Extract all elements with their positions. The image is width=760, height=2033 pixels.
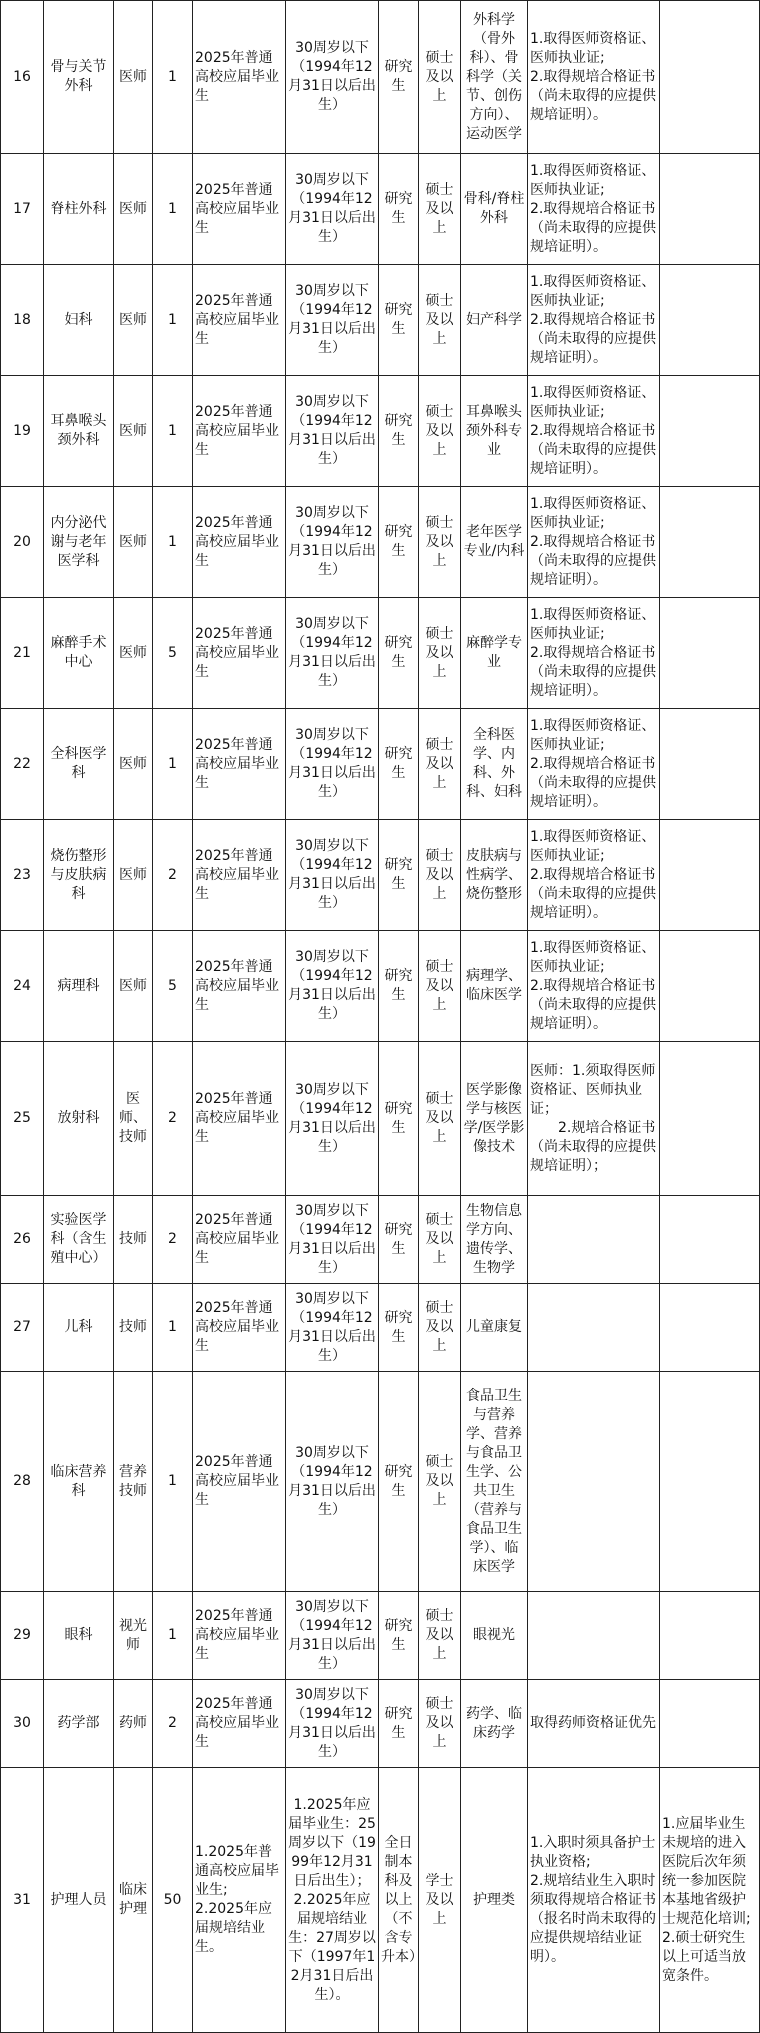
cell-age: 30周岁以下（1994年12月31日以后出生） bbox=[286, 1680, 379, 1768]
cell-degree: 硕士及以上 bbox=[419, 709, 461, 820]
cell-degree: 硕士及以上 bbox=[419, 598, 461, 709]
cell-remarks bbox=[660, 1372, 760, 1592]
cell-remarks bbox=[660, 709, 760, 820]
cell-source: 2025年普通高校应届毕业生 bbox=[193, 1042, 286, 1196]
cell-degree: 硕士及以上 bbox=[419, 820, 461, 931]
cell-degree: 硕士及以上 bbox=[419, 154, 461, 265]
cell-requirements: 1.取得医师资格证、医师执业证; 2.取得规培合格证书（尚未取得的应提供规培证明）。 bbox=[528, 1, 660, 154]
table-row bbox=[1, 598, 760, 709]
cell-headcount: 5 bbox=[153, 598, 193, 709]
cell-requirements bbox=[528, 1284, 660, 1372]
cell-remarks bbox=[660, 376, 760, 487]
cell-source: 2025年普通高校应届毕业生 bbox=[193, 1680, 286, 1768]
cell-education: 研究生 bbox=[379, 1680, 419, 1768]
cell-degree: 硕士及以上 bbox=[419, 1372, 461, 1592]
cell-education: 研究生 bbox=[379, 376, 419, 487]
cell-education: 研究生 bbox=[379, 598, 419, 709]
cell-education: 研究生 bbox=[379, 1196, 419, 1284]
cell-education: 研究生 bbox=[379, 709, 419, 820]
cell-headcount: 1 bbox=[153, 1, 193, 154]
cell-number: 27 bbox=[1, 1284, 44, 1372]
cell-education: 研究生 bbox=[379, 1592, 419, 1680]
cell-requirements: 医师：1.须取得医师资格证、医师执业证； 2.规培合格证书（尚未取得的应提供规培证明）； bbox=[528, 1042, 660, 1196]
cell-age: 30周岁以下（1994年12月31日以后出生） bbox=[286, 154, 379, 265]
cell-source: 1.2025年普通高校应届毕业生; 2.2025年应届规培结业生。 bbox=[193, 1768, 286, 2033]
cell-age: 30周岁以下（1994年12月31日以后出生） bbox=[286, 1592, 379, 1680]
cell-education: 全日制本科及以上（不含专升本） bbox=[379, 1768, 419, 2033]
cell-education: 研究生 bbox=[379, 1372, 419, 1592]
cell-number: 28 bbox=[1, 1372, 44, 1592]
cell-number: 24 bbox=[1, 931, 44, 1042]
cell-remarks: 1.应届毕业生未规培的进入医院后次年须统一参加医院本基地省级护士规范化培训; 2.硕士研究生以上可适当放宽条件。 bbox=[660, 1768, 760, 2033]
table-row bbox=[1, 931, 760, 1042]
cell-position: 医师 bbox=[114, 709, 153, 820]
cell-age: 30周岁以下（1994年12月31日以后出生） bbox=[286, 1, 379, 154]
cell-major: 病理学、临床医学 bbox=[461, 931, 528, 1042]
table-row bbox=[1, 1592, 760, 1680]
cell-position: 医师 bbox=[114, 154, 153, 265]
cell-number: 23 bbox=[1, 820, 44, 931]
cell-education: 研究生 bbox=[379, 931, 419, 1042]
cell-remarks bbox=[660, 1592, 760, 1680]
cell-requirements: 1.入职时须具备护士执业资格; 2.规培结业生入职时须取得规培合格证书（报名时尚未取得的应提供规培结业证明）。 bbox=[528, 1768, 660, 2033]
cell-number: 17 bbox=[1, 154, 44, 265]
table-row bbox=[1, 1768, 760, 2033]
cell-requirements: 取得药师资格证优先 bbox=[528, 1680, 660, 1768]
cell-department: 烧伤整形与皮肤病科 bbox=[44, 820, 114, 931]
cell-department: 实验医学科（含生殖中心） bbox=[44, 1196, 114, 1284]
cell-major: 耳鼻喉头颈外科专业 bbox=[461, 376, 528, 487]
cell-position: 医师 bbox=[114, 376, 153, 487]
table-row bbox=[1, 1284, 760, 1372]
cell-headcount: 50 bbox=[153, 1768, 193, 2033]
cell-major: 药学、临床药学 bbox=[461, 1680, 528, 1768]
cell-requirements: 1.取得医师资格证、医师执业证; 2.取得规培合格证书（尚未取得的应提供规培证明）。 bbox=[528, 931, 660, 1042]
table-row bbox=[1, 1372, 760, 1592]
cell-degree: 硕士及以上 bbox=[419, 265, 461, 376]
cell-remarks bbox=[660, 1680, 760, 1768]
table-row bbox=[1, 1042, 760, 1196]
cell-position: 营养技师 bbox=[114, 1372, 153, 1592]
table-row bbox=[1, 709, 760, 820]
cell-position: 医师、技师 bbox=[114, 1042, 153, 1196]
cell-requirements bbox=[528, 1372, 660, 1592]
cell-remarks bbox=[660, 931, 760, 1042]
cell-major: 骨科/脊柱外科 bbox=[461, 154, 528, 265]
cell-age: 30周岁以下（1994年12月31日以后出生） bbox=[286, 820, 379, 931]
cell-major: 儿童康复 bbox=[461, 1284, 528, 1372]
cell-source: 2025年普通高校应届毕业生 bbox=[193, 1196, 286, 1284]
cell-position: 医师 bbox=[114, 931, 153, 1042]
cell-position: 医师 bbox=[114, 265, 153, 376]
cell-requirements: 1.取得医师资格证、医师执业证; 2.取得规培合格证书（尚未取得的应提供规培证明）。 bbox=[528, 709, 660, 820]
cell-requirements: 1.取得医师资格证、医师执业证; 2.取得规培合格证书（尚未取得的应提供规培证明）。 bbox=[528, 376, 660, 487]
cell-department: 骨与关节外科 bbox=[44, 1, 114, 154]
cell-degree: 学士及以上 bbox=[419, 1768, 461, 2033]
cell-department: 临床营养科 bbox=[44, 1372, 114, 1592]
cell-source: 2025年普通高校应届毕业生 bbox=[193, 820, 286, 931]
cell-age: 30周岁以下（1994年12月31日以后出生） bbox=[286, 1042, 379, 1196]
cell-major: 生物信息学方向、遗传学、生物学 bbox=[461, 1196, 528, 1284]
cell-requirements: 1.取得医师资格证、医师执业证; 2.取得规培合格证书（尚未取得的应提供规培证明）。 bbox=[528, 265, 660, 376]
cell-age: 30周岁以下（1994年12月31日以后出生） bbox=[286, 1372, 379, 1592]
cell-education: 研究生 bbox=[379, 1284, 419, 1372]
cell-degree: 硕士及以上 bbox=[419, 1680, 461, 1768]
table-row bbox=[1, 376, 760, 487]
cell-degree: 硕士及以上 bbox=[419, 931, 461, 1042]
cell-headcount: 5 bbox=[153, 931, 193, 1042]
cell-degree: 硕士及以上 bbox=[419, 1196, 461, 1284]
cell-department: 护理人员 bbox=[44, 1768, 114, 2033]
cell-headcount: 1 bbox=[153, 1372, 193, 1592]
cell-position: 技师 bbox=[114, 1284, 153, 1372]
cell-remarks bbox=[660, 487, 760, 598]
cell-headcount: 1 bbox=[153, 1284, 193, 1372]
cell-remarks bbox=[660, 598, 760, 709]
cell-position: 医师 bbox=[114, 820, 153, 931]
cell-source: 2025年普通高校应届毕业生 bbox=[193, 709, 286, 820]
cell-remarks bbox=[660, 1284, 760, 1372]
cell-source: 2025年普通高校应届毕业生 bbox=[193, 376, 286, 487]
cell-education: 研究生 bbox=[379, 265, 419, 376]
cell-degree: 硕士及以上 bbox=[419, 376, 461, 487]
cell-source: 2025年普通高校应届毕业生 bbox=[193, 1372, 286, 1592]
cell-requirements: 1.取得医师资格证、医师执业证; 2.取得规培合格证书（尚未取得的应提供规培证明）。 bbox=[528, 820, 660, 931]
cell-degree: 硕士及以上 bbox=[419, 487, 461, 598]
cell-remarks bbox=[660, 1042, 760, 1196]
cell-major: 眼视光 bbox=[461, 1592, 528, 1680]
cell-number: 31 bbox=[1, 1768, 44, 2033]
cell-department: 全科医学科 bbox=[44, 709, 114, 820]
cell-requirements: 1.取得医师资格证、医师执业证; 2.取得规培合格证书（尚未取得的应提供规培证明）。 bbox=[528, 598, 660, 709]
cell-source: 2025年普通高校应届毕业生 bbox=[193, 487, 286, 598]
table-row bbox=[1, 1196, 760, 1284]
cell-position: 医师 bbox=[114, 487, 153, 598]
cell-number: 22 bbox=[1, 709, 44, 820]
cell-age: 30周岁以下（1994年12月31日以后出生） bbox=[286, 487, 379, 598]
cell-remarks bbox=[660, 265, 760, 376]
cell-education: 研究生 bbox=[379, 1, 419, 154]
cell-number: 20 bbox=[1, 487, 44, 598]
table-row bbox=[1, 487, 760, 598]
table-row bbox=[1, 820, 760, 931]
cell-requirements: 1.取得医师资格证、医师执业证; 2.取得规培合格证书（尚未取得的应提供规培证明）。 bbox=[528, 487, 660, 598]
cell-degree: 硕士及以上 bbox=[419, 1, 461, 154]
cell-number: 19 bbox=[1, 376, 44, 487]
cell-major: 外科学（骨外科）、骨科学（关节、创伤方向）、运动医学 bbox=[461, 1, 528, 154]
cell-major: 妇产科学 bbox=[461, 265, 528, 376]
cell-number: 25 bbox=[1, 1042, 44, 1196]
cell-major: 医学影像学与核医学/医学影像技术 bbox=[461, 1042, 528, 1196]
cell-headcount: 2 bbox=[153, 820, 193, 931]
cell-number: 18 bbox=[1, 265, 44, 376]
cell-major: 护理类 bbox=[461, 1768, 528, 2033]
cell-department: 脊柱外科 bbox=[44, 154, 114, 265]
cell-degree: 硕士及以上 bbox=[419, 1284, 461, 1372]
cell-number: 26 bbox=[1, 1196, 44, 1284]
cell-requirements: 1.取得医师资格证、医师执业证; 2.取得规培合格证书（尚未取得的应提供规培证明）。 bbox=[528, 154, 660, 265]
table-row bbox=[1, 1680, 760, 1768]
cell-age: 30周岁以下（1994年12月31日以后出生） bbox=[286, 1196, 379, 1284]
cell-remarks bbox=[660, 820, 760, 931]
cell-education: 研究生 bbox=[379, 820, 419, 931]
cell-headcount: 1 bbox=[153, 376, 193, 487]
cell-number: 30 bbox=[1, 1680, 44, 1768]
cell-number: 29 bbox=[1, 1592, 44, 1680]
cell-department: 妇科 bbox=[44, 265, 114, 376]
cell-age: 30周岁以下（1994年12月31日以后出生） bbox=[286, 376, 379, 487]
cell-source: 2025年普通高校应届毕业生 bbox=[193, 1592, 286, 1680]
cell-headcount: 1 bbox=[153, 487, 193, 598]
cell-number: 16 bbox=[1, 1, 44, 154]
cell-source: 2025年普通高校应届毕业生 bbox=[193, 1, 286, 154]
cell-headcount: 1 bbox=[153, 265, 193, 376]
cell-remarks bbox=[660, 1196, 760, 1284]
cell-headcount: 2 bbox=[153, 1042, 193, 1196]
cell-headcount: 1 bbox=[153, 1592, 193, 1680]
cell-department: 儿科 bbox=[44, 1284, 114, 1372]
cell-department: 内分泌代谢与老年医学科 bbox=[44, 487, 114, 598]
cell-age: 30周岁以下（1994年12月31日以后出生） bbox=[286, 265, 379, 376]
cell-age: 30周岁以下（1994年12月31日以后出生） bbox=[286, 709, 379, 820]
cell-department: 病理科 bbox=[44, 931, 114, 1042]
table-row bbox=[1, 1, 760, 154]
cell-source: 2025年普通高校应届毕业生 bbox=[193, 154, 286, 265]
cell-source: 2025年普通高校应届毕业生 bbox=[193, 265, 286, 376]
cell-department: 麻醉手术中心 bbox=[44, 598, 114, 709]
cell-headcount: 2 bbox=[153, 1196, 193, 1284]
cell-major: 皮肤病与性病学、烧伤整形 bbox=[461, 820, 528, 931]
cell-headcount: 1 bbox=[153, 709, 193, 820]
cell-headcount: 1 bbox=[153, 154, 193, 265]
cell-age: 30周岁以下（1994年12月31日以后出生） bbox=[286, 598, 379, 709]
cell-department: 眼科 bbox=[44, 1592, 114, 1680]
cell-requirements bbox=[528, 1592, 660, 1680]
cell-age: 1.2025年应届毕业生：25周岁以下（1999年12月31日后出生）； 2.2025年应届规培结业生：27周岁以下（1997年12月31日后出生）。 bbox=[286, 1768, 379, 2033]
cell-position: 技师 bbox=[114, 1196, 153, 1284]
cell-major: 全科医学、内科、外科、妇科 bbox=[461, 709, 528, 820]
cell-department: 放射科 bbox=[44, 1042, 114, 1196]
cell-source: 2025年普通高校应届毕业生 bbox=[193, 931, 286, 1042]
cell-position: 医师 bbox=[114, 598, 153, 709]
cell-source: 2025年普通高校应届毕业生 bbox=[193, 1284, 286, 1372]
cell-headcount: 2 bbox=[153, 1680, 193, 1768]
cell-position: 药师 bbox=[114, 1680, 153, 1768]
table-row bbox=[1, 154, 760, 265]
table-row bbox=[1, 265, 760, 376]
cell-department: 耳鼻喉头颈外科 bbox=[44, 376, 114, 487]
cell-degree: 硕士及以上 bbox=[419, 1042, 461, 1196]
cell-education: 研究生 bbox=[379, 1042, 419, 1196]
cell-age: 30周岁以下（1994年12月31日以后出生） bbox=[286, 1284, 379, 1372]
cell-position: 临床护理 bbox=[114, 1768, 153, 2033]
cell-remarks bbox=[660, 1, 760, 154]
cell-department: 药学部 bbox=[44, 1680, 114, 1768]
cell-number: 21 bbox=[1, 598, 44, 709]
cell-requirements bbox=[528, 1196, 660, 1284]
cell-education: 研究生 bbox=[379, 487, 419, 598]
cell-position: 医师 bbox=[114, 1, 153, 154]
cell-age: 30周岁以下（1994年12月31日以后出生） bbox=[286, 931, 379, 1042]
cell-position: 视光师 bbox=[114, 1592, 153, 1680]
cell-degree: 硕士及以上 bbox=[419, 1592, 461, 1680]
cell-major: 麻醉学专业 bbox=[461, 598, 528, 709]
cell-major: 老年医学专业/内科 bbox=[461, 487, 528, 598]
cell-source: 2025年普通高校应届毕业生 bbox=[193, 598, 286, 709]
cell-major: 食品卫生与营养学、营养与食品卫生学、公共卫生（营养与食品卫生学）、临床医学 bbox=[461, 1372, 528, 1592]
cell-remarks bbox=[660, 154, 760, 265]
cell-education: 研究生 bbox=[379, 154, 419, 265]
